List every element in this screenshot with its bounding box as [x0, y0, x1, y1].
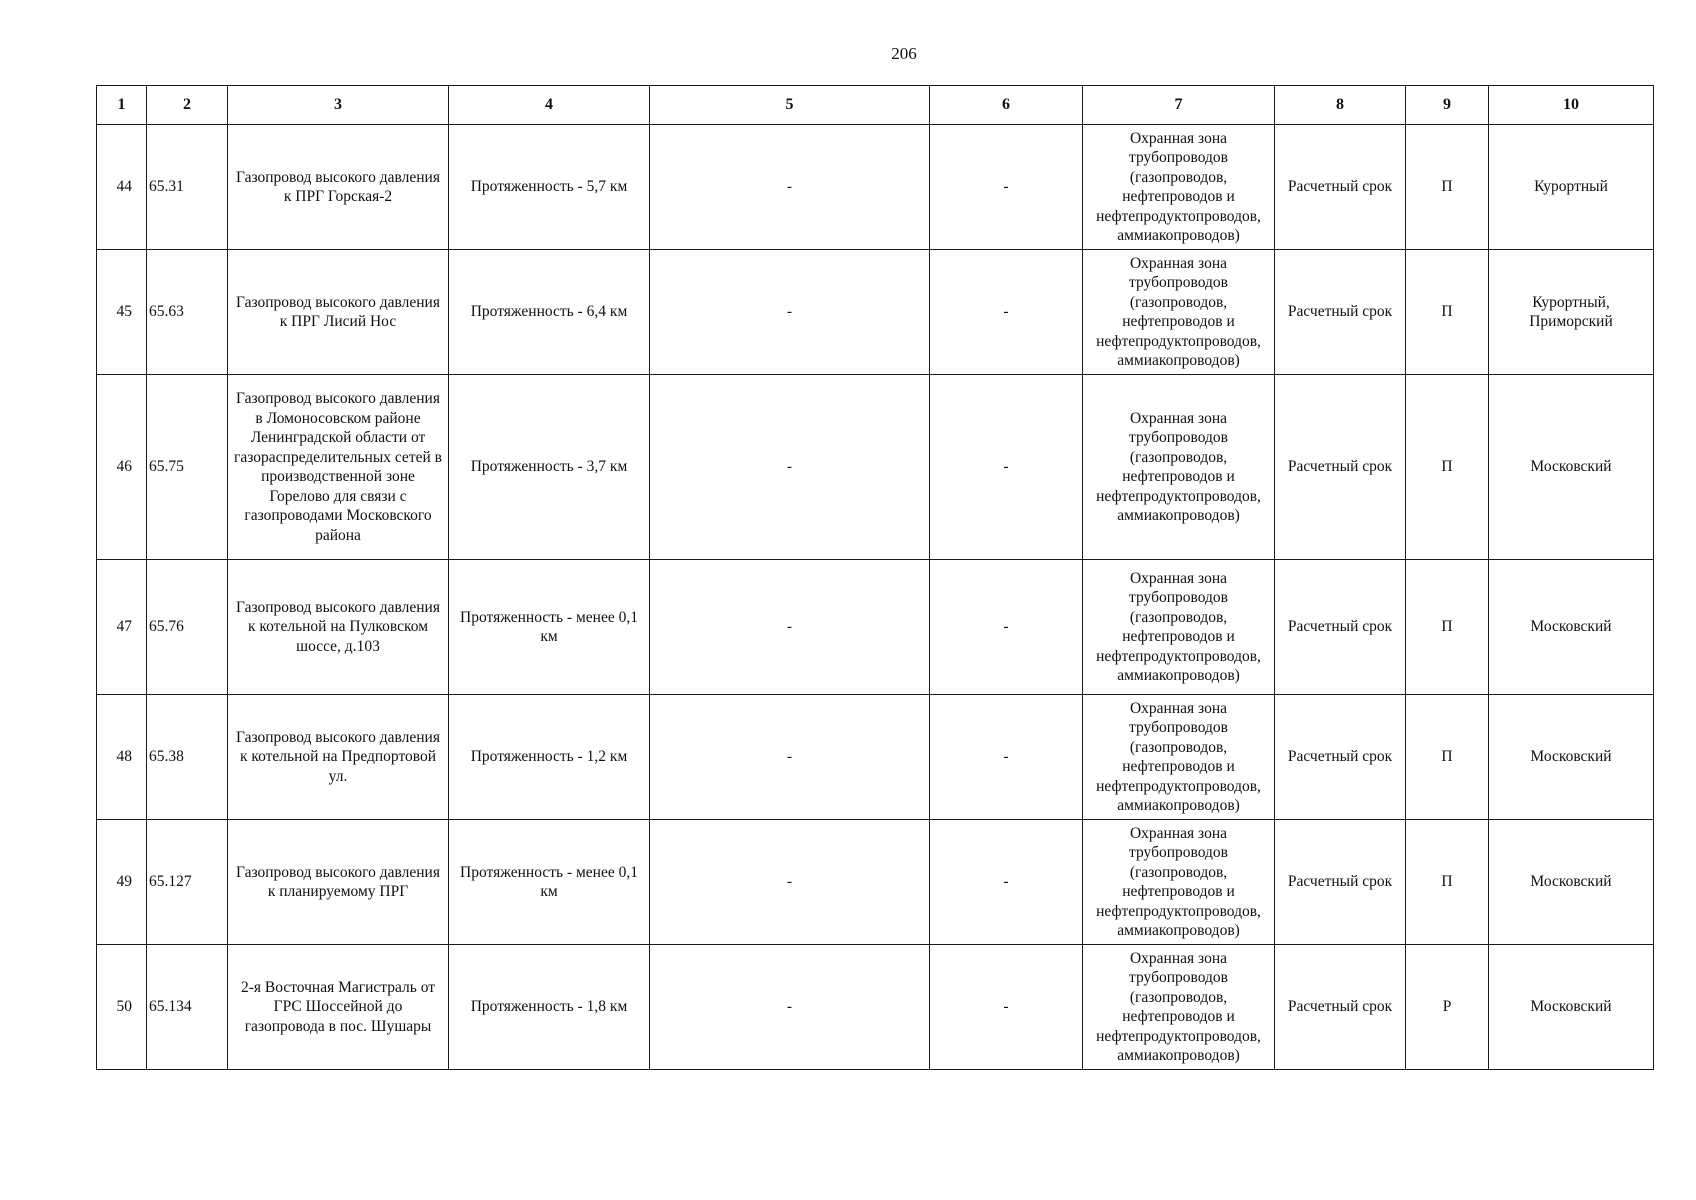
- column-5-value: -: [650, 250, 930, 375]
- column-header: 8: [1275, 86, 1406, 125]
- registry-table: [96, 85, 1654, 1070]
- column-header: 9: [1406, 86, 1489, 125]
- column-header: 10: [1489, 86, 1654, 125]
- object-code: 65.31: [147, 125, 228, 250]
- row-number: 49: [97, 820, 147, 945]
- protection-zone: Охранная зона трубопроводов (газопроводов, нефтепроводов и нефтепродуктопроводов, аммиакопроводов): [1083, 560, 1275, 695]
- object-name: Газопровод высокого давления к планируемому ПРГ: [228, 820, 449, 945]
- protection-zone: Охранная зона трубопроводов (газопроводов, нефтепроводов и нефтепродуктопроводов, аммиакопроводов): [1083, 375, 1275, 560]
- table-row: [97, 695, 1654, 820]
- column-6-value: -: [930, 250, 1083, 375]
- column-6-value: -: [930, 375, 1083, 560]
- column-header: 7: [1083, 86, 1275, 125]
- district: Курортный: [1489, 125, 1654, 250]
- column-5-value: -: [650, 820, 930, 945]
- object-name: 2-я Восточная Магистраль от ГРС Шоссейной до газопровода в пос. Шушары: [228, 945, 449, 1070]
- object-code: 65.134: [147, 945, 228, 1070]
- table-row: [97, 250, 1654, 375]
- row-number: 47: [97, 560, 147, 695]
- protection-zone: Охранная зона трубопроводов (газопроводов, нефтепроводов и нефтепродуктопроводов, аммиакопроводов): [1083, 695, 1275, 820]
- status-code: П: [1406, 250, 1489, 375]
- district: Московский: [1489, 375, 1654, 560]
- status-code: П: [1406, 375, 1489, 560]
- implementation-term: Расчетный срок: [1275, 695, 1406, 820]
- row-number: 48: [97, 695, 147, 820]
- object-name: Газопровод высокого давления к котельной на Пулковском шоссе, д.103: [228, 560, 449, 695]
- protection-zone: Охранная зона трубопроводов (газопроводов, нефтепроводов и нефтепродуктопроводов, аммиакопроводов): [1083, 125, 1275, 250]
- implementation-term: Расчетный срок: [1275, 560, 1406, 695]
- column-6-value: -: [930, 560, 1083, 695]
- district: Московский: [1489, 945, 1654, 1070]
- column-header: 1: [97, 86, 147, 125]
- column-5-value: -: [650, 125, 930, 250]
- object-name: Газопровод высокого давления к котельной на Предпортовой ул.: [228, 695, 449, 820]
- district: Московский: [1489, 560, 1654, 695]
- row-number: 50: [97, 945, 147, 1070]
- column-5-value: -: [650, 695, 930, 820]
- status-code: П: [1406, 125, 1489, 250]
- object-code: 65.38: [147, 695, 228, 820]
- status-code: Р: [1406, 945, 1489, 1070]
- table-row: [97, 375, 1654, 560]
- district: Курортный, Приморский: [1489, 250, 1654, 375]
- object-length: Протяженность - менее 0,1 км: [449, 820, 650, 945]
- table-row: [97, 820, 1654, 945]
- status-code: П: [1406, 560, 1489, 695]
- row-number: 45: [97, 250, 147, 375]
- protection-zone: Охранная зона трубопроводов (газопроводов, нефтепроводов и нефтепродуктопроводов, аммиакопроводов): [1083, 945, 1275, 1070]
- column-5-value: -: [650, 945, 930, 1070]
- object-name: Газопровод высокого давления к ПРГ Горская-2: [228, 125, 449, 250]
- object-code: 65.127: [147, 820, 228, 945]
- column-header: 2: [147, 86, 228, 125]
- protection-zone: Охранная зона трубопроводов (газопроводов, нефтепроводов и нефтепродуктопроводов, аммиакопроводов): [1083, 820, 1275, 945]
- protection-zone: Охранная зона трубопроводов (газопроводов, нефтепроводов и нефтепродуктопроводов, аммиакопроводов): [1083, 250, 1275, 375]
- object-length: Протяженность - 1,8 км: [449, 945, 650, 1070]
- table-row: [97, 945, 1654, 1070]
- column-5-value: -: [650, 560, 930, 695]
- column-header: 4: [449, 86, 650, 125]
- object-length: Протяженность - 5,7 км: [449, 125, 650, 250]
- implementation-term: Расчетный срок: [1275, 375, 1406, 560]
- table-row: [97, 125, 1654, 250]
- implementation-term: Расчетный срок: [1275, 945, 1406, 1070]
- row-number: 46: [97, 375, 147, 560]
- header-row: [97, 86, 1654, 125]
- status-code: П: [1406, 695, 1489, 820]
- object-length: Протяженность - менее 0,1 км: [449, 560, 650, 695]
- object-name: Газопровод высокого давления в Ломоносовском районе Ленинградской области от газораспределительных сетей в производственной зоне Горелово для связи с газопроводами Московского района: [228, 375, 449, 560]
- status-code: П: [1406, 820, 1489, 945]
- row-number: 44: [97, 125, 147, 250]
- object-code: 65.75: [147, 375, 228, 560]
- column-header: 6: [930, 86, 1083, 125]
- object-length: Протяженность - 6,4 км: [449, 250, 650, 375]
- column-6-value: -: [930, 695, 1083, 820]
- page-number: 206: [891, 44, 917, 63]
- object-length: Протяженность - 3,7 км: [449, 375, 650, 560]
- district: Московский: [1489, 695, 1654, 820]
- implementation-term: Расчетный срок: [1275, 125, 1406, 250]
- column-header: 3: [228, 86, 449, 125]
- column-5-value: -: [650, 375, 930, 560]
- column-6-value: -: [930, 945, 1083, 1070]
- object-code: 65.76: [147, 560, 228, 695]
- object-name: Газопровод высокого давления к ПРГ Лисий Нос: [228, 250, 449, 375]
- district: Московский: [1489, 820, 1654, 945]
- column-6-value: -: [930, 125, 1083, 250]
- implementation-term: Расчетный срок: [1275, 820, 1406, 945]
- object-code: 65.63: [147, 250, 228, 375]
- column-header: 5: [650, 86, 930, 125]
- implementation-term: Расчетный срок: [1275, 250, 1406, 375]
- object-length: Протяженность - 1,2 км: [449, 695, 650, 820]
- table-row: [97, 560, 1654, 695]
- column-6-value: -: [930, 820, 1083, 945]
